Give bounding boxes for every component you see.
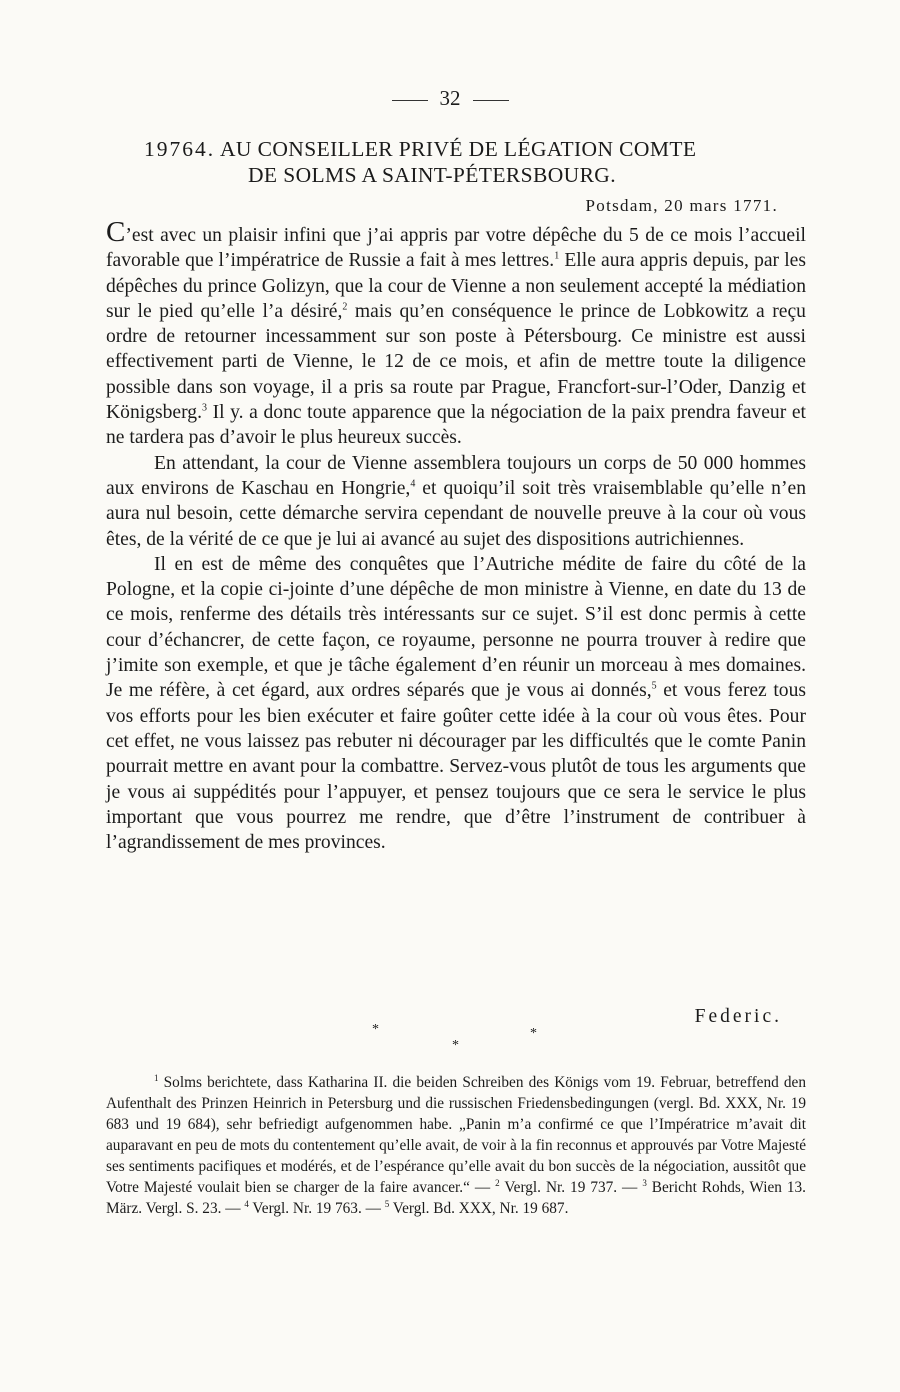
footnote-4-text: Vergl. Nr. 19 763. —	[248, 1200, 385, 1217]
paragraph-1	[106, 216, 806, 451]
letter-number: 19764.	[144, 137, 216, 161]
paragraph-3	[106, 552, 806, 856]
signature: Federic.	[694, 1006, 782, 1027]
separator-star: *	[530, 1026, 537, 1041]
footnote-mark-3: 3	[642, 1177, 647, 1188]
page-number: 32	[439, 86, 461, 110]
drop-cap: C	[106, 216, 126, 248]
footnote-2-text: Vergl. Nr. 19 737. —	[499, 1179, 643, 1196]
footnote-5-text: Vergl. Bd. XXX, Nr. 19 687.	[389, 1200, 569, 1217]
footnote-mark-1: 1	[154, 1072, 159, 1083]
letter-dateline: Potsdam, 20 mars 1771.	[585, 196, 778, 215]
paragraph-2	[106, 451, 806, 552]
page-number-line	[0, 86, 900, 111]
page-number-rule-right	[473, 100, 509, 101]
page-number-rule-left	[392, 100, 428, 101]
footnote-ref-3: 3	[201, 402, 207, 414]
footnote-3-text: Bericht Rohds, Wien 13. März. Vergl. S. 23. —	[106, 1179, 806, 1217]
letter-title-line1: AU CONSEILLER PRIVÉ DE LÉGATION COMTE	[220, 137, 697, 161]
footnote-1-text: Solms berichtete, dass Katharina II. die beiden Schreiben des Königs vom 19. Februar, betreffend den Aufenthalt des Prinzen Heinrich in Petersburg und die russischen Friedensbedingungen (vergl. Bd. XXX, Nr. 19 683 und 19 684), sehr befriedigt aufgenommen habe. „Panin m’a confirmé ce que l’Impératrice m’avait dit auparavant en peu de mots du contentement qu’elle avait, de voir à la fin reconnus et approuvés par Votre Majesté ses sentiments pacifiques et modérés, et de l’espérance qu’elle avait du bon succès de la négociation, aussitôt que Votre Majesté voulait bien se charger de la faire avancer.“ —	[106, 1074, 806, 1196]
letter-heading	[100, 136, 820, 188]
footnote-ref-2: 2	[342, 301, 348, 313]
footnote-mark-4: 4	[244, 1198, 249, 1209]
footnotes	[106, 1072, 806, 1219]
separator-star: *	[372, 1022, 379, 1037]
section-separator	[0, 1022, 900, 1062]
paragraph-1-text-b: Elle aura appris depuis, par les dépêches du prince Golizyn, que la cour de Vienne a non seulement accepté la médiation sur le pied qu’elle l’a désiré,	[106, 250, 806, 322]
footnote-ref-5: 5	[651, 680, 657, 692]
paragraph-1-text-c: mais qu’en conséquence le prince de Lobkowitz a reçu ordre de retourner incessamment sur son poste à Pétersbourg. Ce ministre est aussi effectivement parti de Vienne, le 12 de ce mois, et afin de mettre toute la diligence possible dans son voyage, il a pris sa route par Prague, Francfort-sur-l’Oder, Danzig et Königsberg.	[106, 300, 806, 424]
paragraph-2-text-b: et quoiqu’il soit très vraisemblable qu’elle n’en aura nul besoin, cette démarche servira cependant de nouvelle preuve à la cour où vous êtes, de la vérité de ce que je lui ai avancé au sujet des dispositions autrichiennes.	[106, 477, 806, 550]
footnote-ref-4: 4	[410, 478, 416, 490]
footnote-ref-1: 1	[554, 250, 560, 262]
paragraph-3-text-b: et vous ferez tous vos efforts pour les bien exécuter et faire goûter cette idée à la cour où vous êtes. Pour cet effet, ne vous laissez pas rebuter ni décourager par les difficultés que le comte Panin pourrait mettre en avant pour la combattre. Servez-vous plutôt de tous les arguments que je vous ai suppédités pour l’appuyer, et pensez toujours que ce sera le service le plus important que vous pourrez me rendre, que d’être l’instrument de contribuer à l’agrandissement de mes provinces.	[106, 680, 807, 854]
paragraph-1-text-d: Il y. a donc toute apparence que la négociation de la paix prendra faveur et ne tardera pas d’avoir le plus heureux succès.	[106, 402, 806, 449]
paragraph-2-text-a: En attendant, la cour de Vienne assemblera toujours un corps de 50 000 hommes aux environs de Kaschau en Hongrie,	[106, 452, 806, 499]
footnote-block	[106, 1072, 806, 1219]
footnote-mark-2: 2	[495, 1177, 500, 1188]
paragraph-3-text-a: Il en est de même des conquêtes que l’Autriche médite de faire du côté de la Pologne, et la copie ci-jointe d’une dépêche de mon ministre à Vienne, en date du 13 de ce mois, renferme des détails très intéressants sur ce sujet. S’il est donc permis à cette cour d’échancrer, de cette façon, ce royaume, personne ne pourra trouver à redire que j’imite son exemple, et que je tâche également d’en réunir un morceau à mes domaines. Je me réfère, à cet égard, aux ordres séparés que je vous ai donnés,	[106, 553, 806, 702]
paragraph-1-text-a: ’est avec un plaisir infini que j’ai appris par votre dépêche du 5 de ce mois l’accueil favorable que l’impératrice de Russie a fait à mes lettres.	[106, 225, 806, 272]
letter-body	[106, 216, 807, 855]
letter-title-line2: DE SOLMS A SAINT-PÉTERSBOURG.	[248, 163, 617, 187]
footnote-mark-5: 5	[384, 1198, 390, 1209]
separator-star: *	[452, 1038, 459, 1053]
